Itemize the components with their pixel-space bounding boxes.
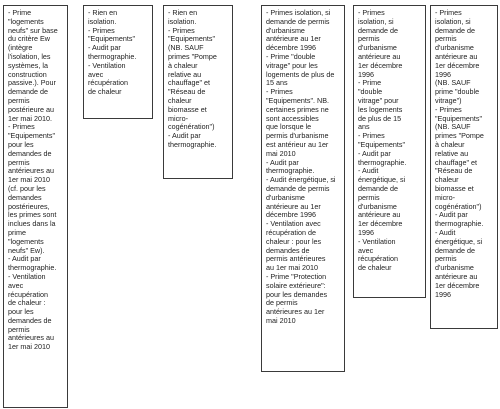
- text-line: "Equipements": [435, 113, 483, 123]
- text-line: 1er décembre: [435, 280, 480, 290]
- text-line: récupération: [8, 289, 48, 299]
- text-line: - Primes: [168, 25, 195, 35]
- text-line: logements de plus de: [266, 69, 335, 79]
- text-line: postérieures,: [8, 201, 50, 211]
- text-line: vitrage" pour les: [266, 60, 318, 70]
- text-line: - Primes: [88, 25, 115, 35]
- text-line: cogénération"): [168, 122, 215, 132]
- text-line: antérieure au: [435, 271, 478, 281]
- text-line: avec: [8, 280, 24, 290]
- text-line: - Ventilation avec: [266, 219, 321, 229]
- text-line: récupération: [358, 254, 398, 264]
- column-1-text-box: [3, 5, 68, 408]
- text-line: pour les: [8, 139, 34, 149]
- text-line: de permis: [266, 298, 298, 308]
- text-line: permis d'urbanisme: [266, 131, 329, 141]
- column-3-text-box: [163, 5, 233, 179]
- text-line: du critère Ew: [8, 34, 50, 44]
- text-line: permis antérieures: [266, 254, 326, 264]
- text-line: neufs" sur base: [8, 25, 58, 35]
- text-line: mai 2010: [266, 315, 296, 325]
- text-line: d'urbanisme: [435, 43, 474, 53]
- text-line: chaleur : pour les: [266, 236, 322, 246]
- text-line: demande de permis: [266, 16, 330, 26]
- text-line: permis: [435, 34, 457, 44]
- text-line: demande de: [8, 87, 48, 97]
- text-line: "logements: [8, 236, 44, 246]
- text-line: passive.). Pour: [8, 78, 56, 88]
- text-line: 1er mai 2010: [8, 175, 50, 185]
- text-line: antérieure au 1er: [266, 201, 321, 211]
- text-line: mai 2010: [266, 148, 296, 158]
- text-line: permis: [435, 254, 457, 264]
- text-line: - Ventilation: [8, 271, 46, 281]
- text-line: "Equipements": [358, 139, 406, 149]
- text-line: - Audit énergétique, si: [266, 175, 336, 185]
- text-line: - Primes isolation, si: [266, 8, 331, 17]
- text-line: antérieure au: [358, 210, 401, 220]
- text-line: chauffage" et: [435, 157, 477, 167]
- text-line: de chaleur: [358, 263, 392, 273]
- text-line: avec: [358, 245, 374, 255]
- text-line: 1er mai 2010: [8, 342, 50, 352]
- text-line: relative au: [168, 69, 202, 79]
- text-line: - Audit par: [88, 43, 121, 53]
- text-line: antérieures au: [8, 333, 54, 343]
- text-line: - Audit par: [168, 131, 201, 141]
- text-line: demandes de: [8, 315, 52, 325]
- text-line: permis: [8, 95, 30, 105]
- text-line: micro-: [168, 113, 188, 123]
- text-line: permis: [358, 34, 380, 44]
- text-line: pour les demandes: [266, 289, 328, 299]
- text-line: inclues dans la: [8, 219, 56, 229]
- text-line: thermographie.: [88, 51, 137, 61]
- text-line: isolation.: [88, 16, 117, 26]
- text-line: énergétique, si: [358, 175, 406, 185]
- column-6-text-box: [430, 5, 498, 329]
- text-line: - Prime "Protection: [266, 271, 327, 281]
- text-line: demandes de: [266, 245, 310, 255]
- text-line: prime "double: [435, 87, 480, 97]
- text-line: l'isolation, les: [8, 51, 51, 61]
- text-line: - Ventilation: [358, 236, 396, 246]
- text-line: de plus de 15: [358, 113, 402, 123]
- text-line: - Audit par: [435, 210, 468, 220]
- text-line: permis: [8, 324, 30, 334]
- text-line: thermographie.: [168, 139, 217, 149]
- text-line: thermographie.: [8, 263, 57, 273]
- text-line: thermographie.: [266, 166, 315, 176]
- text-line: isolation, si: [435, 16, 471, 26]
- text-line: 1er décembre: [358, 60, 403, 70]
- text-line: antérieures au 1er: [266, 307, 325, 317]
- text-line: - Audit: [358, 166, 379, 176]
- text-line: "Equipements". NB.: [266, 95, 330, 105]
- text-line: décembre 1996: [266, 210, 316, 220]
- text-line: 1er décembre: [358, 219, 403, 229]
- text-line: chaleur: [435, 175, 459, 185]
- text-line: antérieure au: [435, 51, 478, 61]
- text-line: antérieure au 1er: [266, 34, 321, 44]
- text-line: "logements: [8, 16, 44, 26]
- text-line: 1er mai 2010.: [8, 113, 52, 123]
- text-line: isolation, si: [358, 16, 394, 26]
- text-line: demande de: [358, 25, 398, 35]
- text-line: pour les: [8, 307, 34, 317]
- text-line: récupération: [88, 78, 128, 88]
- text-line: biomasse et: [168, 104, 207, 114]
- text-line: - Primes: [435, 8, 462, 17]
- text-line: construction: [8, 69, 47, 79]
- text-line: cogénération"): [435, 201, 482, 211]
- text-line: à chaleur: [435, 139, 465, 149]
- text-line: - Rien en: [88, 8, 118, 17]
- text-line: systèmes, la: [8, 60, 48, 70]
- text-line: - Primes: [8, 122, 35, 132]
- text-line: "Equipements": [88, 34, 136, 44]
- text-line: thermographie.: [358, 157, 407, 167]
- text-line: permis: [8, 157, 30, 167]
- column-5-text-box: [353, 5, 426, 298]
- text-line: récupération de: [266, 227, 316, 237]
- text-line: décembre 1996: [266, 43, 316, 53]
- column-4-text-box: [261, 5, 345, 372]
- text-line: neufs" Ew).: [8, 245, 45, 255]
- text-line: biomasse et: [435, 183, 474, 193]
- text-line: chauffage" et: [168, 78, 210, 88]
- text-line: - Audit: [435, 227, 456, 237]
- text-line: avec: [88, 69, 104, 79]
- text-line: chaleur: [168, 95, 192, 105]
- column-2-text-box: [83, 5, 153, 119]
- text-line: (NB. SAUF: [435, 78, 471, 88]
- text-line: d'urbanisme: [266, 25, 305, 35]
- text-line: permis: [358, 192, 380, 202]
- text-line: - Primes: [266, 87, 293, 97]
- text-line: au 1er mai 2010: [266, 263, 318, 273]
- text-line: est antérieur au 1er: [266, 139, 329, 149]
- text-line: vitrage" pour: [358, 95, 399, 105]
- text-line: thermographie.: [435, 219, 484, 229]
- text-line: 1996: [435, 69, 451, 79]
- text-line: "Equipements": [168, 34, 216, 44]
- text-line: - Primes: [435, 104, 462, 114]
- text-line: antérieures au: [8, 166, 54, 176]
- text-line: les logements: [358, 104, 403, 114]
- text-line: - Rien en: [168, 8, 198, 17]
- text-line: vitrage"): [435, 95, 462, 105]
- text-line: micro-: [435, 192, 455, 202]
- text-line: demandes de: [8, 148, 52, 158]
- text-line: primes "Pompe: [435, 131, 484, 141]
- text-line: postérieure au: [8, 104, 54, 114]
- text-line: d'urbanisme: [358, 201, 397, 211]
- text-line: 1996: [435, 289, 451, 299]
- text-line: de chaleur: [88, 87, 122, 97]
- text-line: énergétique, si: [435, 236, 483, 246]
- text-line: (cf. pour les: [8, 183, 46, 193]
- text-line: 1996: [358, 69, 374, 79]
- text-line: "Equipements": [8, 131, 56, 141]
- text-line: "Réseau de: [168, 87, 206, 97]
- text-line: primes "Pompe: [168, 51, 217, 61]
- text-line: - Prime: [358, 78, 382, 88]
- text-line: "Réseau de: [435, 166, 473, 176]
- text-line: que lorsque le: [266, 122, 312, 132]
- text-line: 15 ans: [266, 78, 288, 88]
- text-line: - Audit par: [358, 148, 391, 158]
- text-line: d'urbanisme: [266, 192, 305, 202]
- text-line: certaines primes ne: [266, 104, 329, 114]
- text-line: isolation.: [168, 16, 197, 26]
- text-line: "double: [358, 87, 383, 97]
- text-line: - Audit par: [266, 157, 299, 167]
- text-line: - Primes: [358, 8, 385, 17]
- text-line: relative au: [435, 148, 469, 158]
- text-line: demande de permis: [266, 183, 330, 193]
- text-line: de chaleur :: [8, 298, 46, 308]
- text-line: 1996: [358, 227, 374, 237]
- text-line: antérieure au: [358, 51, 401, 61]
- text-line: - Ventilation: [88, 60, 126, 70]
- text-line: - Prime "double: [266, 51, 316, 61]
- text-line: demandes: [8, 192, 42, 202]
- text-line: (NB. SAUF: [435, 122, 471, 132]
- text-line: demande de: [358, 183, 398, 193]
- text-line: demande de: [435, 245, 475, 255]
- text-line: (NB. SAUF: [168, 43, 204, 53]
- text-line: à chaleur: [168, 60, 198, 70]
- text-line: (intègre: [8, 43, 33, 53]
- text-line: - Primes: [358, 131, 385, 141]
- text-line: solaire extérieure":: [266, 280, 326, 290]
- text-line: 1er décembre: [435, 60, 480, 70]
- text-line: demande de: [435, 25, 475, 35]
- text-line: les primes sont: [8, 210, 57, 220]
- text-line: prime: [8, 227, 26, 237]
- text-line: ans: [358, 122, 370, 132]
- text-line: d'urbanisme: [435, 263, 474, 273]
- text-line: sont accessibles: [266, 113, 319, 123]
- text-line: - Prime: [8, 8, 32, 17]
- text-line: d'urbanisme: [358, 43, 397, 53]
- text-line: - Audit par: [8, 254, 41, 264]
